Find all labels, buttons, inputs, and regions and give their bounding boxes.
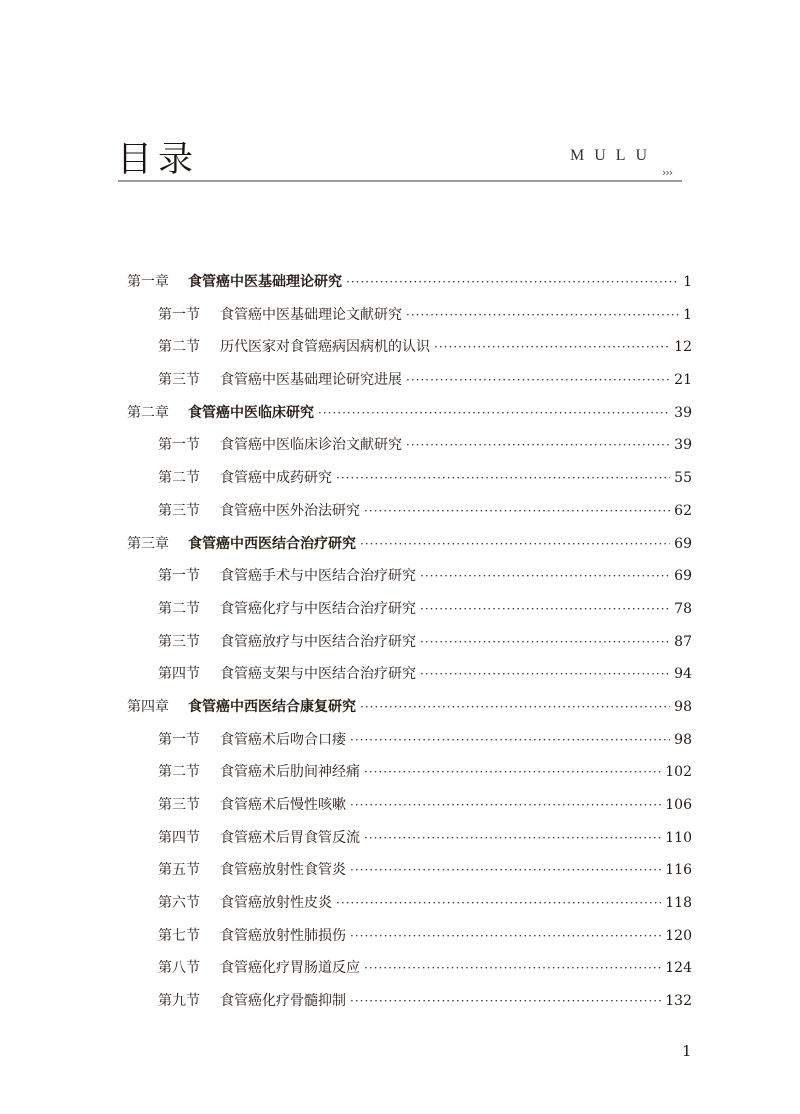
- entry-title: 食管癌放射性皮炎: [220, 895, 332, 912]
- toc-section-entry[interactable]: [127, 467, 692, 500]
- header-rule: [118, 180, 682, 182]
- table-of-contents: [127, 271, 692, 1023]
- title-pinyin: MULU: [570, 147, 658, 164]
- toc-section-entry[interactable]: [127, 336, 692, 369]
- entry-title: 食管癌中医基础理论文献研究: [220, 306, 402, 323]
- toc-section-entry[interactable]: [127, 304, 692, 337]
- entry-page: 124: [665, 960, 692, 977]
- entry-label: 第一章: [127, 274, 169, 290]
- entry-label: 第三节: [158, 633, 200, 650]
- entry-label: 第三节: [158, 502, 200, 519]
- entry-label: 第五节: [158, 862, 200, 879]
- entry-title: 食管癌放疗与中医结合治疗研究: [220, 633, 416, 650]
- dot-leader: [420, 569, 670, 583]
- entry-label: 第二节: [158, 470, 200, 487]
- entry-page: 78: [674, 600, 692, 617]
- toc-section-entry[interactable]: [127, 925, 692, 958]
- dot-leader: [406, 373, 670, 387]
- dot-leader: [336, 471, 670, 485]
- toc-section-entry[interactable]: [127, 957, 692, 990]
- entry-label: 第二章: [127, 404, 169, 421]
- entry-page: 21: [674, 372, 692, 389]
- entry-title: 食管癌中医基础理论研究进展: [220, 372, 402, 389]
- dot-leader: [420, 602, 670, 616]
- entry-label: 第七节: [158, 927, 200, 944]
- toc-section-entry[interactable]: [127, 827, 692, 860]
- entry-title: 食管癌中西医结合康复研究: [188, 698, 356, 715]
- entry-label: 第四节: [158, 829, 200, 846]
- entry-page: 87: [674, 633, 692, 650]
- entry-page: 110: [665, 829, 692, 846]
- entry-label: 第六节: [158, 895, 200, 912]
- dot-leader: [350, 733, 670, 747]
- entry-title: 食管癌中西医结合治疗研究: [188, 535, 356, 552]
- toc-section-entry[interactable]: [127, 500, 692, 533]
- toc-section-entry[interactable]: [127, 631, 692, 664]
- toc-section-entry[interactable]: [127, 369, 692, 402]
- dot-leader: [364, 961, 661, 975]
- dot-leader: [364, 831, 661, 845]
- entry-title: 食管癌手术与中医结合治疗研究: [220, 568, 416, 585]
- dot-leader: [346, 275, 679, 289]
- entry-page: 69: [674, 568, 692, 585]
- entry-title: 食管癌术后吻合口瘘: [220, 731, 346, 748]
- toc-section-entry[interactable]: [127, 434, 692, 467]
- dot-leader: [364, 504, 670, 518]
- dot-leader: [406, 308, 679, 322]
- toc-chapter-entry[interactable]: [127, 271, 692, 304]
- entry-page: 12: [674, 339, 692, 356]
- entry-title: 食管癌中成药研究: [220, 470, 332, 487]
- entry-title: 历代医家对食管癌病因病机的认识: [220, 339, 430, 356]
- dot-leader: [350, 798, 661, 812]
- dot-leader: [350, 994, 661, 1008]
- entry-page: 132: [665, 993, 692, 1010]
- entry-label: 第三节: [158, 372, 200, 389]
- entry-title: 食管癌放射性食管炎: [220, 862, 346, 879]
- entry-label: 第四节: [158, 666, 200, 683]
- entry-label: 第一节: [158, 731, 200, 748]
- entry-page: 1: [683, 306, 692, 323]
- entry-title: 食管癌支架与中医结合治疗研究: [220, 666, 416, 683]
- entry-label: 第四章: [127, 698, 169, 715]
- entry-page: 98: [674, 731, 692, 748]
- entry-page: 98: [674, 698, 692, 715]
- entry-page: 62: [674, 502, 692, 519]
- page-title: 目录: [117, 140, 200, 180]
- dot-leader: [350, 929, 661, 943]
- entry-label: 第一节: [158, 568, 200, 585]
- entry-page: 120: [665, 927, 692, 944]
- entry-label: 第二节: [158, 764, 200, 781]
- entry-title: 食管癌中医基础理论研究: [188, 274, 342, 290]
- entry-page: 39: [674, 437, 692, 454]
- chevrons-icon: ›››: [662, 166, 673, 179]
- toc-chapter-entry[interactable]: [127, 402, 692, 435]
- entry-page: 39: [674, 404, 692, 421]
- entry-page: 1: [683, 274, 692, 290]
- entry-title: 食管癌化疗胃肠道反应: [220, 960, 360, 977]
- entry-label: 第二节: [158, 339, 200, 356]
- toc-section-entry[interactable]: [127, 565, 692, 598]
- entry-label: 第八节: [158, 960, 200, 977]
- entry-label: 第九节: [158, 993, 200, 1010]
- entry-page: 94: [674, 666, 692, 683]
- entry-title: 食管癌化疗与中医结合治疗研究: [220, 600, 416, 617]
- toc-section-entry[interactable]: [127, 598, 692, 631]
- toc-section-entry[interactable]: [127, 859, 692, 892]
- entry-page: 116: [665, 862, 692, 879]
- entry-label: 第一节: [158, 306, 200, 323]
- dot-leader: [406, 438, 670, 452]
- toc-section-entry[interactable]: [127, 794, 692, 827]
- entry-label: 第二节: [158, 600, 200, 617]
- toc-chapter-entry[interactable]: [127, 533, 692, 566]
- toc-chapter-entry[interactable]: [127, 696, 692, 729]
- toc-section-entry[interactable]: [127, 663, 692, 696]
- dot-leader: [360, 537, 670, 551]
- dot-leader: [350, 863, 661, 877]
- entry-label: 第一节: [158, 437, 200, 454]
- entry-title: 食管癌术后慢性咳嗽: [220, 797, 346, 813]
- dot-leader: [360, 700, 670, 714]
- entry-label: 第三节: [158, 797, 200, 813]
- dot-leader: [420, 667, 670, 681]
- entry-page: 69: [674, 535, 692, 552]
- dot-leader: [434, 340, 670, 354]
- entry-page: 102: [665, 764, 692, 781]
- dot-leader: [364, 765, 661, 779]
- dot-leader: [420, 635, 670, 649]
- toc-section-entry[interactable]: [127, 729, 692, 762]
- entry-title: 食管癌术后肋间神经痛: [220, 764, 360, 781]
- entry-page: 118: [665, 895, 692, 912]
- entry-title: 食管癌化疗骨髓抑制: [220, 993, 346, 1010]
- entry-title: 食管癌中医临床研究: [188, 404, 314, 421]
- entry-title: 食管癌中医外治法研究: [220, 502, 360, 519]
- toc-section-entry[interactable]: [127, 990, 692, 1023]
- entry-page: 55: [674, 470, 692, 487]
- entry-label: 第三章: [127, 535, 169, 552]
- toc-section-entry[interactable]: [127, 892, 692, 925]
- entry-title: 食管癌中医临床诊治文献研究: [220, 437, 402, 454]
- dot-leader: [336, 896, 661, 910]
- entry-page: 106: [665, 797, 692, 813]
- toc-section-entry[interactable]: [127, 761, 692, 794]
- entry-title: 食管癌放射性肺损伤: [220, 927, 346, 944]
- entry-title: 食管癌术后胃食管反流: [220, 829, 360, 846]
- dot-leader: [318, 406, 670, 420]
- page-number: 1: [682, 1042, 692, 1060]
